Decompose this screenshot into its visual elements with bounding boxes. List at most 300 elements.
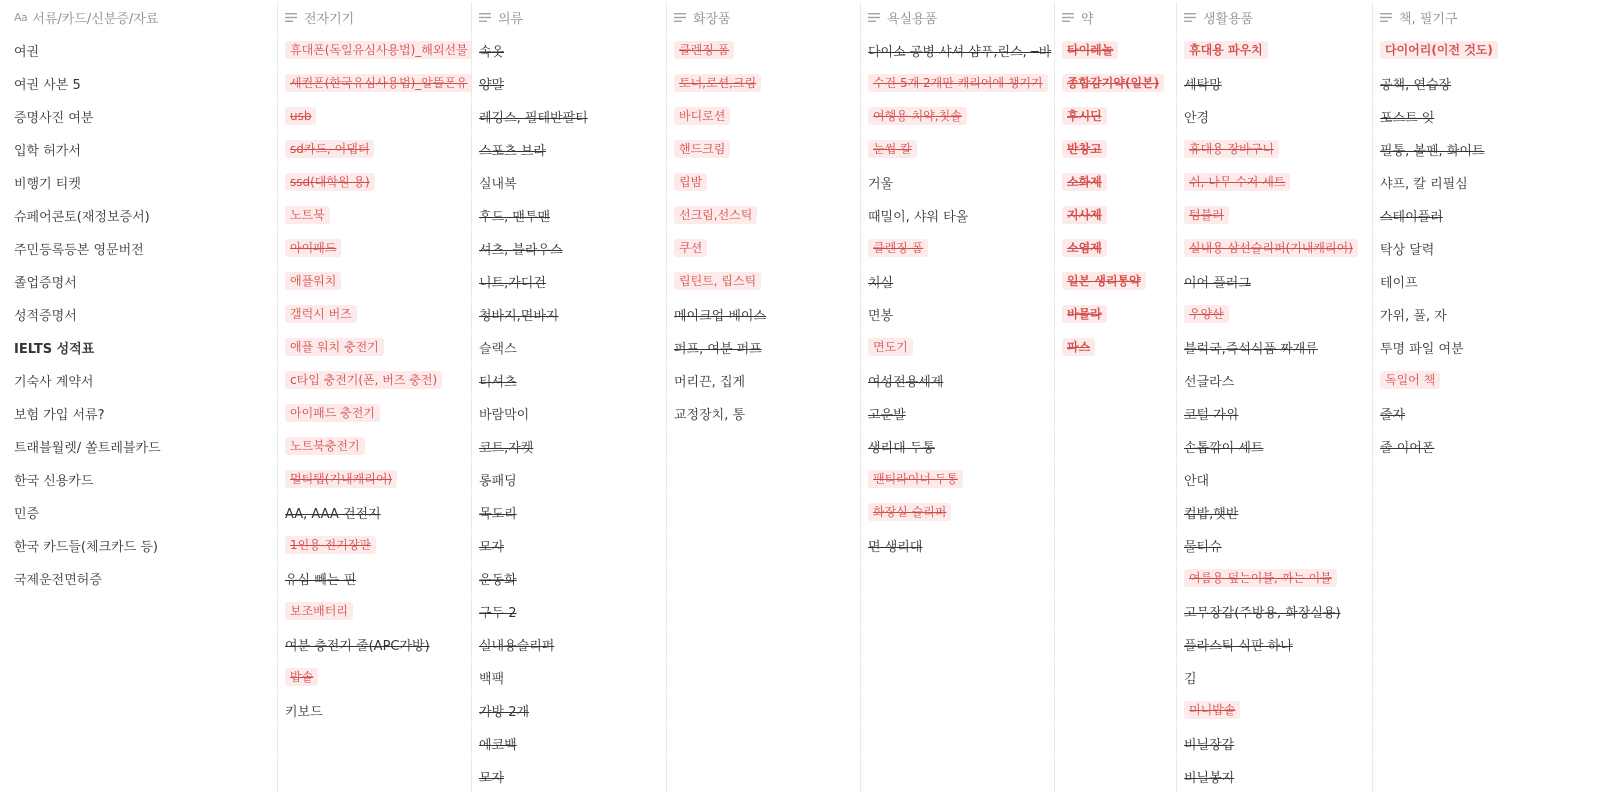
- cell-cosmetics[interactable]: [667, 265, 861, 297]
- cell-clothing[interactable]: [472, 166, 667, 198]
- cell-cosmetics[interactable]: [667, 628, 861, 660]
- cell-text: 보험 가입 서류?: [14, 407, 105, 423]
- cell-text: 애플 워치 충전기: [285, 338, 384, 356]
- cell-bathroom[interactable]: [861, 430, 1055, 462]
- cell-text: 주민등록등본 영문버전: [14, 242, 144, 258]
- cell-text: 지사제: [1062, 206, 1107, 224]
- cell-text: IELTS 성적표: [14, 341, 95, 357]
- cell-cosmetics[interactable]: [667, 133, 861, 165]
- cell-books[interactable]: [1373, 727, 1613, 759]
- cell-household[interactable]: [1177, 232, 1373, 264]
- cell-text: 성적증명서: [14, 308, 77, 324]
- column-header-label: 책, 필기구: [1399, 12, 1458, 27]
- column-header-bathroom[interactable]: [861, 2, 1055, 33]
- column-header-household[interactable]: [1177, 2, 1373, 33]
- cell-electronics[interactable]: [278, 364, 472, 396]
- cell-bathroom[interactable]: [861, 595, 1055, 627]
- cell-household[interactable]: [1177, 496, 1373, 528]
- cell-electronics[interactable]: [278, 529, 472, 561]
- cell-clothing[interactable]: [472, 298, 667, 330]
- cell-medicine[interactable]: [1055, 34, 1177, 66]
- cell-text: 블럭국,즉석식품 짜개류: [1184, 341, 1318, 357]
- cell-household[interactable]: [1177, 661, 1373, 693]
- cell-text: 면봉: [868, 308, 894, 324]
- cell-clothing[interactable]: [472, 67, 667, 99]
- cell-household[interactable]: [1177, 529, 1373, 561]
- cell-text: 독일어 책: [1380, 371, 1440, 389]
- cell-bathroom[interactable]: [861, 34, 1055, 66]
- cell-text: 기숙사 계약서: [14, 374, 94, 390]
- cell-documents[interactable]: [7, 463, 278, 495]
- cell-documents[interactable]: [7, 430, 278, 462]
- column-header-cosmetics[interactable]: [667, 2, 861, 33]
- cell-books[interactable]: [1373, 595, 1613, 627]
- cell-medicine[interactable]: [1055, 298, 1177, 330]
- cell-electronics[interactable]: [278, 694, 472, 726]
- cell-cosmetics[interactable]: [667, 529, 861, 561]
- cell-electronics[interactable]: [278, 760, 472, 792]
- cell-bathroom[interactable]: [861, 67, 1055, 99]
- cell-documents[interactable]: [7, 595, 278, 627]
- cell-text: 가위, 풀, 자: [1380, 308, 1447, 324]
- cell-electronics[interactable]: [278, 496, 472, 528]
- cell-text: 1인용 전기장판: [285, 536, 376, 554]
- cell-text: 실내용 삼선슬리퍼(기내캐리어): [1184, 239, 1358, 257]
- cell-medicine[interactable]: [1055, 463, 1177, 495]
- cell-electronics[interactable]: [278, 133, 472, 165]
- cell-household[interactable]: [1177, 760, 1373, 792]
- cell-books[interactable]: [1373, 463, 1613, 495]
- title-property-icon: Aa: [14, 11, 28, 24]
- cell-cosmetics[interactable]: [667, 364, 861, 396]
- cell-bathroom[interactable]: [861, 727, 1055, 759]
- cell-books[interactable]: [1373, 34, 1613, 66]
- cell-bathroom[interactable]: [861, 199, 1055, 231]
- cell-clothing[interactable]: [472, 496, 667, 528]
- cell-medicine[interactable]: [1055, 397, 1177, 429]
- cell-text: 포스트 잇: [1380, 110, 1435, 126]
- cell-electronics[interactable]: [278, 595, 472, 627]
- cell-books[interactable]: [1373, 562, 1613, 594]
- column-header-label: 의류: [498, 12, 524, 27]
- cell-documents[interactable]: [7, 496, 278, 528]
- cell-electronics[interactable]: [278, 397, 472, 429]
- cell-text: 화장실 슬리퍼: [868, 503, 951, 521]
- cell-bathroom[interactable]: [861, 298, 1055, 330]
- cell-documents[interactable]: [7, 34, 278, 66]
- cell-text: 코트,자켓: [479, 440, 534, 456]
- cell-medicine[interactable]: [1055, 133, 1177, 165]
- cell-books[interactable]: [1373, 628, 1613, 660]
- cell-clothing[interactable]: [472, 727, 667, 759]
- cell-cosmetics[interactable]: [667, 694, 861, 726]
- cell-medicine[interactable]: [1055, 562, 1177, 594]
- cell-text: 치실: [868, 275, 894, 291]
- cell-clothing[interactable]: [472, 529, 667, 561]
- cell-bathroom[interactable]: [861, 529, 1055, 561]
- cell-clothing[interactable]: [472, 34, 667, 66]
- cell-books[interactable]: [1373, 661, 1613, 693]
- cell-text: 머리끈, 집게: [674, 374, 746, 390]
- cell-clothing[interactable]: [472, 595, 667, 627]
- cell-bathroom[interactable]: [861, 661, 1055, 693]
- cell-text: 국제운전면허증: [14, 572, 102, 588]
- cell-text: 바물라: [1062, 305, 1107, 323]
- cell-cosmetics[interactable]: [667, 331, 861, 363]
- cell-electronics[interactable]: [278, 199, 472, 231]
- cell-household[interactable]: [1177, 595, 1373, 627]
- cell-documents[interactable]: [7, 529, 278, 561]
- cell-electronics[interactable]: [278, 331, 472, 363]
- cell-bathroom[interactable]: [861, 760, 1055, 792]
- cell-text: 거울: [868, 176, 894, 192]
- cell-text: 민증: [14, 506, 40, 522]
- cell-clothing[interactable]: [472, 628, 667, 660]
- cell-text: 노트북충전기: [285, 437, 365, 455]
- cell-household[interactable]: [1177, 463, 1373, 495]
- cell-household[interactable]: [1177, 298, 1373, 330]
- cell-text: 밥솥: [285, 668, 318, 686]
- cell-cosmetics[interactable]: [667, 199, 861, 231]
- column-header-clothing[interactable]: [472, 2, 667, 33]
- cell-household[interactable]: [1177, 430, 1373, 462]
- cell-medicine[interactable]: [1055, 331, 1177, 363]
- cell-text: ssd(대학원 용): [285, 173, 375, 191]
- cell-electronics[interactable]: [278, 430, 472, 462]
- cell-text: 세컨폰(한국유심사용법)_알뜰폰유: [285, 74, 472, 92]
- cell-documents[interactable]: [7, 232, 278, 264]
- cell-electronics[interactable]: [278, 166, 472, 198]
- cell-bathroom[interactable]: [861, 463, 1055, 495]
- cell-text: 클렌징 폼: [674, 41, 734, 59]
- cell-bathroom[interactable]: [861, 562, 1055, 594]
- cell-text: 스포츠 브라: [479, 143, 546, 159]
- cell-bathroom[interactable]: [861, 397, 1055, 429]
- cell-clothing[interactable]: [472, 265, 667, 297]
- cell-text: 양말: [479, 77, 505, 93]
- cell-text: 고운발: [868, 407, 906, 423]
- cell-clothing[interactable]: [472, 463, 667, 495]
- cell-medicine[interactable]: [1055, 661, 1177, 693]
- cell-electronics[interactable]: [278, 298, 472, 330]
- column-header-books[interactable]: [1373, 2, 1613, 33]
- cell-text: 롱패딩: [479, 473, 517, 489]
- cell-cosmetics[interactable]: [667, 727, 861, 759]
- cell-text: 아이패드 충전기: [285, 404, 380, 422]
- column-header-label: 서류/카드/신분증/자료: [32, 12, 159, 27]
- cell-books[interactable]: [1373, 67, 1613, 99]
- cell-medicine[interactable]: [1055, 232, 1177, 264]
- cell-text: 샤프, 칼 리필심: [1380, 176, 1468, 192]
- cell-books[interactable]: [1373, 529, 1613, 561]
- cell-medicine[interactable]: [1055, 727, 1177, 759]
- cell-clothing[interactable]: [472, 100, 667, 132]
- cell-clothing[interactable]: [472, 232, 667, 264]
- cell-text: 생리대 두통: [868, 440, 935, 456]
- cell-books[interactable]: [1373, 430, 1613, 462]
- cell-cosmetics[interactable]: [667, 100, 861, 132]
- cell-household[interactable]: [1177, 331, 1373, 363]
- cell-text: 후드, 맨투맨: [479, 209, 551, 225]
- cell-books[interactable]: [1373, 166, 1613, 198]
- cell-bathroom[interactable]: [861, 694, 1055, 726]
- cell-household[interactable]: [1177, 67, 1373, 99]
- cell-text: 후시딘: [1062, 107, 1107, 125]
- cell-household[interactable]: [1177, 397, 1373, 429]
- cell-medicine[interactable]: [1055, 760, 1177, 792]
- cell-text: 일본 생리통약: [1062, 272, 1146, 290]
- cell-text: 여권: [14, 44, 40, 60]
- text-lines-icon: [868, 12, 880, 24]
- cell-electronics[interactable]: [278, 232, 472, 264]
- column-header-electronics[interactable]: [278, 2, 472, 33]
- cell-electronics[interactable]: [278, 67, 472, 99]
- cell-text: 타이레놀: [1062, 41, 1118, 59]
- cell-books[interactable]: [1373, 694, 1613, 726]
- column-header-medicine[interactable]: [1055, 2, 1177, 33]
- cell-text: 티셔츠: [479, 374, 517, 390]
- cell-cosmetics[interactable]: [667, 661, 861, 693]
- cell-text: 여분 충전기 줄(APC가방): [285, 638, 430, 654]
- cell-books[interactable]: [1373, 760, 1613, 792]
- cell-documents[interactable]: [7, 133, 278, 165]
- cell-cosmetics[interactable]: [667, 232, 861, 264]
- cell-medicine[interactable]: [1055, 100, 1177, 132]
- cell-electronics[interactable]: [278, 265, 472, 297]
- cell-text: 립틴트, 립스틱: [674, 272, 761, 290]
- cell-text: 이어 플러그: [1184, 275, 1251, 291]
- cell-text: 때밀이, 샤워 타올: [868, 209, 969, 225]
- cell-medicine[interactable]: [1055, 364, 1177, 396]
- cell-medicine[interactable]: [1055, 430, 1177, 462]
- cell-household[interactable]: [1177, 727, 1373, 759]
- column-header-label: 화장품: [693, 12, 731, 27]
- cell-medicine[interactable]: [1055, 265, 1177, 297]
- text-lines-icon: [1062, 12, 1074, 24]
- cell-electronics[interactable]: [278, 463, 472, 495]
- cell-clothing[interactable]: [472, 364, 667, 396]
- cell-medicine[interactable]: [1055, 628, 1177, 660]
- cell-medicine[interactable]: [1055, 199, 1177, 231]
- cell-text: sd카드, 어댑터: [285, 140, 374, 158]
- cell-clothing[interactable]: [472, 562, 667, 594]
- cell-text: 에코백: [479, 737, 517, 753]
- cell-electronics[interactable]: [278, 34, 472, 66]
- cell-documents[interactable]: [7, 760, 278, 792]
- cell-text: 비닐봉지: [1184, 770, 1235, 786]
- cell-text: 백팩: [479, 671, 505, 687]
- cell-books[interactable]: [1373, 364, 1613, 396]
- cell-text: 노트북: [285, 206, 330, 224]
- text-lines-icon: [1380, 12, 1392, 24]
- cell-text: 비행기 티켓: [14, 176, 81, 192]
- cell-household[interactable]: [1177, 364, 1373, 396]
- cell-electronics[interactable]: [278, 100, 472, 132]
- cell-text: 졸업증명서: [14, 275, 77, 291]
- cell-electronics[interactable]: [278, 628, 472, 660]
- cell-documents[interactable]: [7, 166, 278, 198]
- cell-text: 공책, 연습장: [1380, 77, 1452, 93]
- cell-text: 레깅스, 필테반팔티: [479, 110, 588, 126]
- cell-text: 클렌징 폼: [868, 239, 928, 257]
- column-header-label: 욕실용품: [887, 12, 938, 27]
- cell-documents[interactable]: [7, 694, 278, 726]
- cell-cosmetics[interactable]: [667, 562, 861, 594]
- cell-household[interactable]: [1177, 265, 1373, 297]
- cell-books[interactable]: [1373, 265, 1613, 297]
- cell-books[interactable]: [1373, 298, 1613, 330]
- cell-text: 눈썹 칼: [868, 140, 917, 158]
- cell-text: 한국 신용카드: [14, 473, 94, 489]
- cell-text: 청바지,면바지: [479, 308, 559, 324]
- cell-books[interactable]: [1373, 199, 1613, 231]
- cell-clothing[interactable]: [472, 760, 667, 792]
- column-header-label: 약: [1081, 12, 1094, 27]
- cell-text: 쉬, 나무 수저 세트: [1184, 173, 1290, 191]
- cell-text: 모자: [479, 770, 505, 786]
- cell-text: 필통, 볼펜, 화이트: [1380, 143, 1485, 159]
- cell-household[interactable]: [1177, 628, 1373, 660]
- cell-medicine[interactable]: [1055, 496, 1177, 528]
- cell-documents[interactable]: [7, 199, 278, 231]
- cell-clothing[interactable]: [472, 331, 667, 363]
- cell-clothing[interactable]: [472, 397, 667, 429]
- cell-documents[interactable]: [7, 727, 278, 759]
- cell-cosmetics[interactable]: [667, 34, 861, 66]
- text-lines-icon: [479, 12, 491, 24]
- cell-clothing[interactable]: [472, 430, 667, 462]
- cell-text: 다이어리(이전 것도): [1380, 41, 1498, 59]
- cell-text: 고무장갑(주방용, 화장실용): [1184, 605, 1341, 621]
- cell-text: 휴대용 장바구니: [1184, 140, 1279, 158]
- cell-documents[interactable]: [7, 397, 278, 429]
- cell-bathroom[interactable]: [861, 364, 1055, 396]
- cell-text: 유심 빼는 핀: [285, 572, 357, 588]
- cell-text: 세탁망: [1184, 77, 1222, 93]
- cell-household[interactable]: [1177, 694, 1373, 726]
- cell-bathroom[interactable]: [861, 265, 1055, 297]
- cell-text: 김: [1184, 671, 1197, 687]
- cell-bathroom[interactable]: [861, 100, 1055, 132]
- cell-documents[interactable]: [7, 661, 278, 693]
- cell-text: 바디로션: [674, 107, 730, 125]
- cell-household[interactable]: [1177, 34, 1373, 66]
- cell-medicine[interactable]: [1055, 67, 1177, 99]
- cell-books[interactable]: [1373, 397, 1613, 429]
- cell-cosmetics[interactable]: [667, 67, 861, 99]
- cell-text: 여행용 치약,칫솔: [868, 107, 967, 125]
- cell-text: 소화제: [1062, 173, 1107, 191]
- cell-books[interactable]: [1373, 331, 1613, 363]
- cell-text: 셔츠, 블라우스: [479, 242, 563, 258]
- column-header-documents[interactable]: [7, 2, 278, 33]
- cell-text: 키보드: [285, 704, 323, 720]
- cell-clothing[interactable]: [472, 199, 667, 231]
- cell-text: 물티슈: [1184, 539, 1222, 555]
- cell-text: 멀티탭(기내캐리어): [285, 470, 397, 488]
- cell-medicine[interactable]: [1055, 166, 1177, 198]
- cell-text: 교정장치, 통: [674, 407, 746, 423]
- cell-cosmetics[interactable]: [667, 298, 861, 330]
- cell-text: 슈페어콘토(재정보증서): [14, 209, 150, 225]
- cell-text: 소염제: [1062, 239, 1107, 257]
- cell-electronics[interactable]: [278, 562, 472, 594]
- cell-clothing[interactable]: [472, 661, 667, 693]
- cell-documents[interactable]: [7, 331, 278, 363]
- cell-text: 면 생리대: [868, 539, 923, 555]
- cell-text: 탁상 달력: [1380, 242, 1435, 258]
- cell-clothing[interactable]: [472, 133, 667, 165]
- cell-text: 니트,가디건: [479, 275, 546, 291]
- cell-text: 파스: [1062, 338, 1095, 356]
- cell-text: 슬랙스: [479, 341, 517, 357]
- cell-text: 보조배터리: [285, 602, 353, 620]
- cell-cosmetics[interactable]: [667, 397, 861, 429]
- cell-medicine[interactable]: [1055, 529, 1177, 561]
- cell-documents[interactable]: [7, 628, 278, 660]
- cell-cosmetics[interactable]: [667, 463, 861, 495]
- cell-medicine[interactable]: [1055, 595, 1177, 627]
- cell-text: 휴대용 파우치: [1184, 41, 1268, 59]
- cell-text: 코털 가위: [1184, 407, 1239, 423]
- cell-household[interactable]: [1177, 166, 1373, 198]
- cell-electronics[interactable]: [278, 661, 472, 693]
- cell-text: 수건 5개 2개만 캐리어에 챙기기: [868, 74, 1048, 92]
- cell-cosmetics[interactable]: [667, 760, 861, 792]
- cell-text: 실내복: [479, 176, 517, 192]
- cell-books[interactable]: [1373, 100, 1613, 132]
- cell-text: 손톱깎이 세트: [1184, 440, 1264, 456]
- cell-clothing[interactable]: [472, 694, 667, 726]
- cell-household[interactable]: [1177, 562, 1373, 594]
- cell-household[interactable]: [1177, 199, 1373, 231]
- cell-documents[interactable]: [7, 67, 278, 99]
- cell-documents[interactable]: [7, 562, 278, 594]
- cell-documents[interactable]: [7, 100, 278, 132]
- column-header-label: 생활용품: [1203, 12, 1254, 27]
- cell-text: 미니밥솥: [1184, 701, 1240, 719]
- cell-bathroom[interactable]: [861, 166, 1055, 198]
- cell-bathroom[interactable]: [861, 133, 1055, 165]
- cell-cosmetics[interactable]: [667, 496, 861, 528]
- cell-books[interactable]: [1373, 496, 1613, 528]
- cell-documents[interactable]: [7, 298, 278, 330]
- cell-household[interactable]: [1177, 100, 1373, 132]
- cell-text: 팬티라이너 두통: [868, 470, 963, 488]
- cell-medicine[interactable]: [1055, 694, 1177, 726]
- cell-books[interactable]: [1373, 232, 1613, 264]
- cell-bathroom[interactable]: [861, 496, 1055, 528]
- cell-books[interactable]: [1373, 133, 1613, 165]
- cell-household[interactable]: [1177, 133, 1373, 165]
- cell-cosmetics[interactable]: [667, 166, 861, 198]
- cell-text: 줄 이어폰: [1380, 440, 1435, 456]
- cell-bathroom[interactable]: [861, 232, 1055, 264]
- cell-text: 트래블월렛/ 쏠트레블카드: [14, 440, 161, 456]
- cell-documents[interactable]: [7, 265, 278, 297]
- cell-cosmetics[interactable]: [667, 595, 861, 627]
- cell-text: 안대: [1184, 473, 1210, 489]
- cell-electronics[interactable]: [278, 727, 472, 759]
- cell-cosmetics[interactable]: [667, 430, 861, 462]
- cell-bathroom[interactable]: [861, 331, 1055, 363]
- cell-text: 목도리: [479, 506, 517, 522]
- cell-documents[interactable]: [7, 364, 278, 396]
- cell-text: 면도기: [868, 338, 913, 356]
- cell-text: 다이소 공병 샤셔 샴푸,린스, ─바: [868, 44, 1052, 60]
- cell-text: 메이크업 베이스: [674, 308, 767, 324]
- cell-bathroom[interactable]: [861, 628, 1055, 660]
